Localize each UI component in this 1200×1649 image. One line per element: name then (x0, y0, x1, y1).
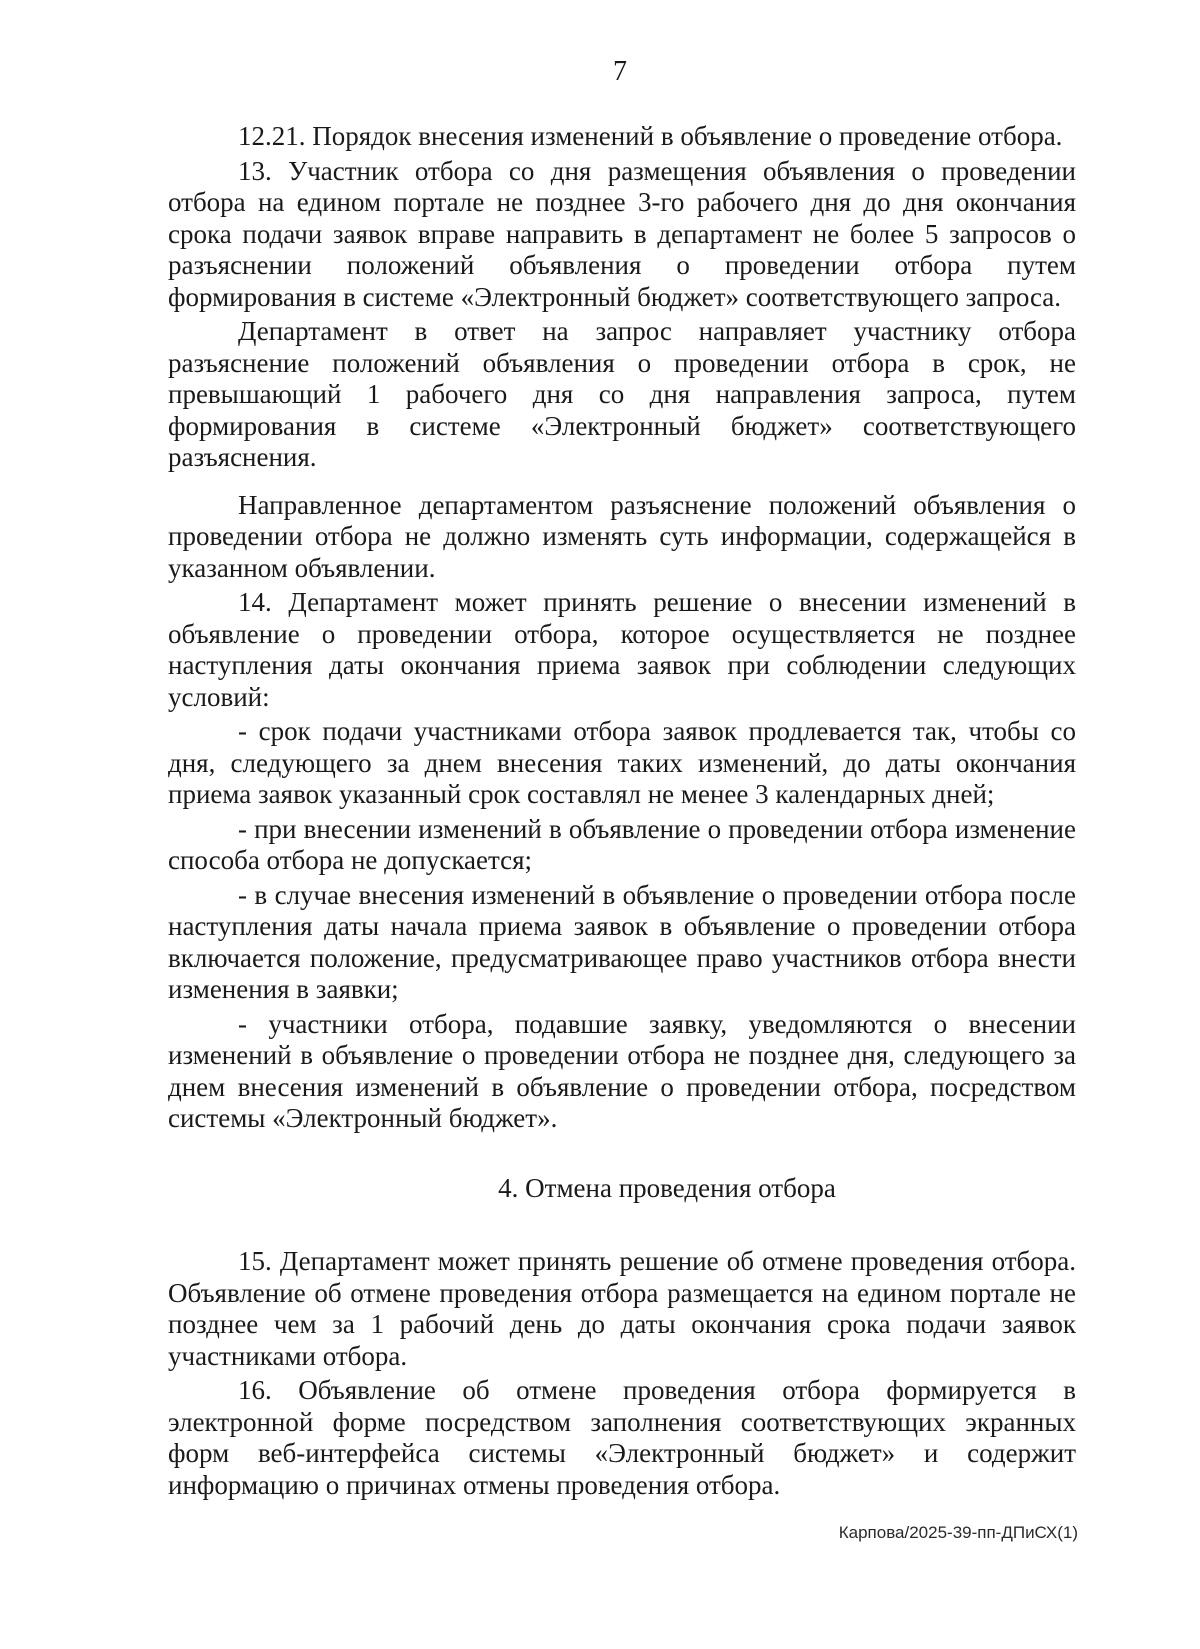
paragraph-clarification-note: Направленное департаментом разъяснение положений объявления о проведении отбора не должно изменять суть информации, содержащейся в указанном объявлении. (168, 489, 1076, 583)
list-item-participants-notified: - участники отбора, подавшие заявку, уведомляются о внесении изменений в объявление о проведении отбора не позднее дня, следующего за днем внесения изменений в объявление о проведении отбора, посредством системы «Электронный бюджет». (168, 1008, 1076, 1133)
paragraph-13: 13. Участник отбора со дня размещения объявления о проведении отбора на едином портале не позднее 3-го рабочего дня до дня окончания срока подачи заявок вправе направить в департамент не более 5 запросов о разъяснении положений объявления о проведении отбора путем формирования в системе «Электронный бюджет» соответствующего запроса. (168, 155, 1076, 312)
paragraph-14: 14. Департамент может принять решение о внесении изменений в объявление о проведении отбора, которое осуществляется не позднее наступления даты окончания приема заявок при соблюдении следующих условий: (168, 587, 1076, 712)
list-item-deadline-extension: - срок подачи участниками отбора заявок продлевается так, чтобы со дня, следующего за днем внесения таких изменений, до даты окончания приема заявок указанный срок составлял не менее 3 календарных дней; (168, 716, 1076, 809)
page-number: 7 (613, 56, 627, 87)
paragraph-16: 16. Объявление об отмене проведения отбора формируется в электронной форме посредством заполнения соответствующих экранных форм веб-интерфейса системы «Электронный бюджет» и содержит информацию о причинах отмены проведения отбора. (168, 1375, 1076, 1500)
document-reference: Карпова/2025-39-пп-ДПиСХ(1) (838, 1523, 1078, 1542)
section-heading: 4. Отмена проведения отбора (498, 1172, 836, 1203)
list-item-amend-applications: - в случае внесения изменений в объявление о проведении отбора после наступления даты начала приема заявок в объявление о проведении отбора включается положение, предусматривающее право участников отбора внести изменения в заявки; (168, 879, 1076, 1004)
paragraph-15: 15. Департамент может принять решение об отмене проведения отбора. Объявление об отмене проведения отбора размещается на едином портале не позднее чем за 1 рабочий день до даты окончания срока подачи заявок участниками отбора. (168, 1246, 1076, 1371)
paragraph-12-21: 12.21. Порядок внесения изменений в объявление о проведение отбора. (238, 121, 1063, 151)
paragraph-department-reply: Департамент в ответ на запрос направляет участнику отбора разъяснение положений объявления о проведении отбора в срок, не превышающий 1 рабочего дня со дня направления запроса, путем формирования в системе «Электронный бюджет» соответствующего разъяснения. (168, 316, 1076, 472)
list-item-method-unchanged: - при внесении изменений в объявление о проведении отбора изменение способа отбора не допускается; (168, 813, 1076, 875)
document-body (168, 121, 1076, 1504)
